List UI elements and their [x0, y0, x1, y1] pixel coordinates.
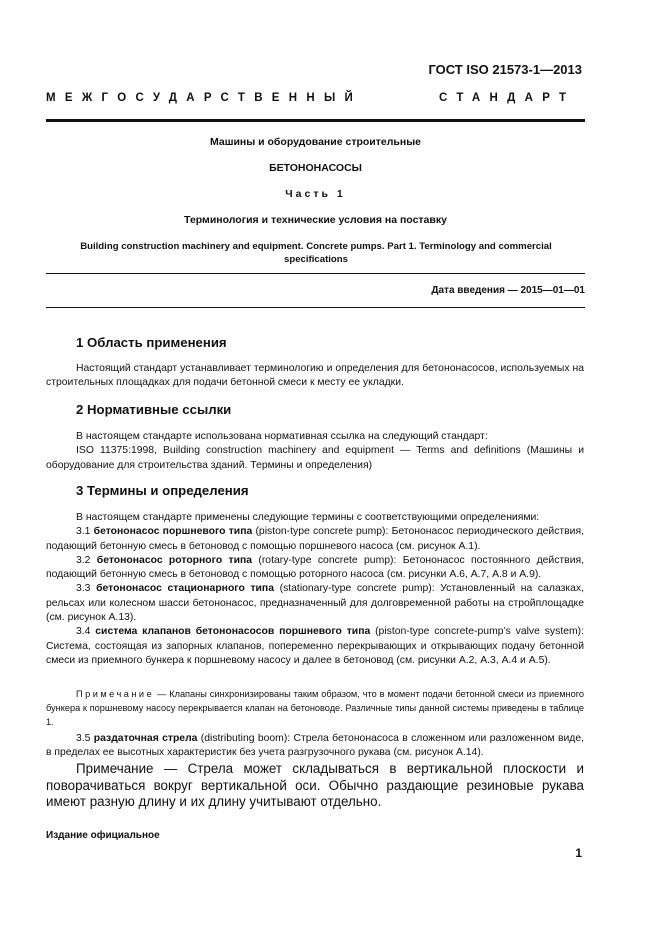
- standard-label: СТАНДАРТ: [439, 92, 576, 104]
- term-3-1: 3.1 бетононасос поршневого типа (piston-type concrete pump): Бетононасос периодического действия, подающий бетонную смесь в бетоновод с помощью поршневого насоса (см. рисунок А.1).: [46, 526, 585, 552]
- note-3-4: [46, 688, 584, 729]
- interstate-label: МЕЖГОСУДАРСТВЕННЫЙ: [46, 92, 363, 104]
- page-number: 1: [575, 846, 582, 860]
- title-line-2: БЕТОНОНАСОСЫ: [269, 162, 362, 174]
- note-3-5-text: Примечание — Стрела может складываться в вертикальной плоскости и поворачиваться вокруг вертикальной оси. Обычно раздающие резиновые рукава имеют разную длину и их длину учитывают отдельно.: [46, 761, 584, 810]
- term-3-5-name: раздаточная стрела: [93, 733, 198, 744]
- section-2-text-2: ISO 11375:1998, Building construction machinery and equipment — Terms and definitions (Машины и оборудование для строительства зданий. Термины и определения): [46, 445, 584, 471]
- title-part: Часть 1: [285, 188, 346, 200]
- introduction-date: Дата введения — 2015—01—01: [431, 285, 585, 296]
- section-1-heading: 1 Область применения: [76, 335, 227, 350]
- term-3-4-name: система клапанов бетононасосов поршневого типа: [95, 626, 371, 638]
- title-line-1: Машины и оборудование строительные: [210, 136, 421, 148]
- term-3-3: 3.3 бетононасос стационарного типа (stationary-type concrete pump): Установленный на салазках, рельсах или колесном шасси бетононасос, предназначенный для долговременной работы на стройплощадке (см. рисунок А.13).: [46, 583, 585, 624]
- term-3-5-block: [46, 732, 584, 761]
- section-1-body: [46, 362, 584, 391]
- section-2-body: [46, 430, 584, 473]
- note-label: Примечание: [76, 689, 155, 699]
- title-line-4: Терминология и технические условия на поставку: [184, 214, 447, 226]
- term-3-2: 3.2 бетононасос роторного типа (rotary-type concrete pump): Бетононасос постоянного действия, подающий бетонную смесь в бетоновод с помощью роторного насоса (см. рисунки А.6, А.7, А.8 и А.9).: [46, 554, 585, 581]
- section-1-text: Настоящий стандарт устанавливает терминологию и определения для бетононасосов, используемых на строительных площадках для подачи бетонной смеси к месту ее укладки.: [46, 363, 584, 389]
- note-text: — Клапаны синхронизированы таким образом, что в момент подачи бетонной смеси из приемного бункера к поршневому насосу перекрывается клапан на бетоноводе. Различные типы данной системы приведены в таблице 1.: [46, 689, 585, 727]
- term-3-3-name: бетононасос стационарного типа: [96, 583, 274, 595]
- header-rule: [46, 119, 585, 122]
- gost-number: ГОСТ ISO 21573-1—2013: [428, 62, 582, 77]
- section-3-body: [46, 511, 584, 668]
- term-3-5: 3.5 раздаточная стрела (distributing boom): Стрела бетононасоса в сложенном или разложенном виде, в пределах ее высотных характеристик без учета разгрузочного рукава (см. рисунок А.14).: [46, 733, 584, 759]
- section-2-text-1: В настоящем стандарте использована нормативная ссылка на следующий стандарт:: [76, 431, 488, 442]
- section-2-heading: 2 Нормативные ссылки: [76, 402, 232, 417]
- date-rule: [46, 307, 585, 308]
- term-3-4: 3.4 система клапанов бетононасосов поршневого типа (piston-type concrete-pump’s valve system): Система, состоящая из запорных клапанов, попеременно перекрывающих и открывающих подачу бетонной смеси из приемного бункера к поршневому насосу и далее в бетоновод (см. рисунки А.2, А.3, А.4 и А.5).: [46, 626, 584, 666]
- note-3-5: [46, 761, 584, 811]
- term-3-1-name: бетононасос поршневого типа: [93, 526, 253, 538]
- section-3-heading: 3 Термины и определения: [76, 483, 249, 498]
- official-edition: Издание официальное: [46, 830, 160, 841]
- title-rule: [46, 273, 585, 274]
- title-english: Building construction machinery and equipment. Concrete pumps. Part 1. Terminology and commercial specifications: [80, 241, 552, 265]
- term-3-2-name: бетононасос роторного типа: [96, 554, 253, 566]
- section-3-intro: В настоящем стандарте применены следующие термины с соответствующими определениями:: [76, 512, 540, 523]
